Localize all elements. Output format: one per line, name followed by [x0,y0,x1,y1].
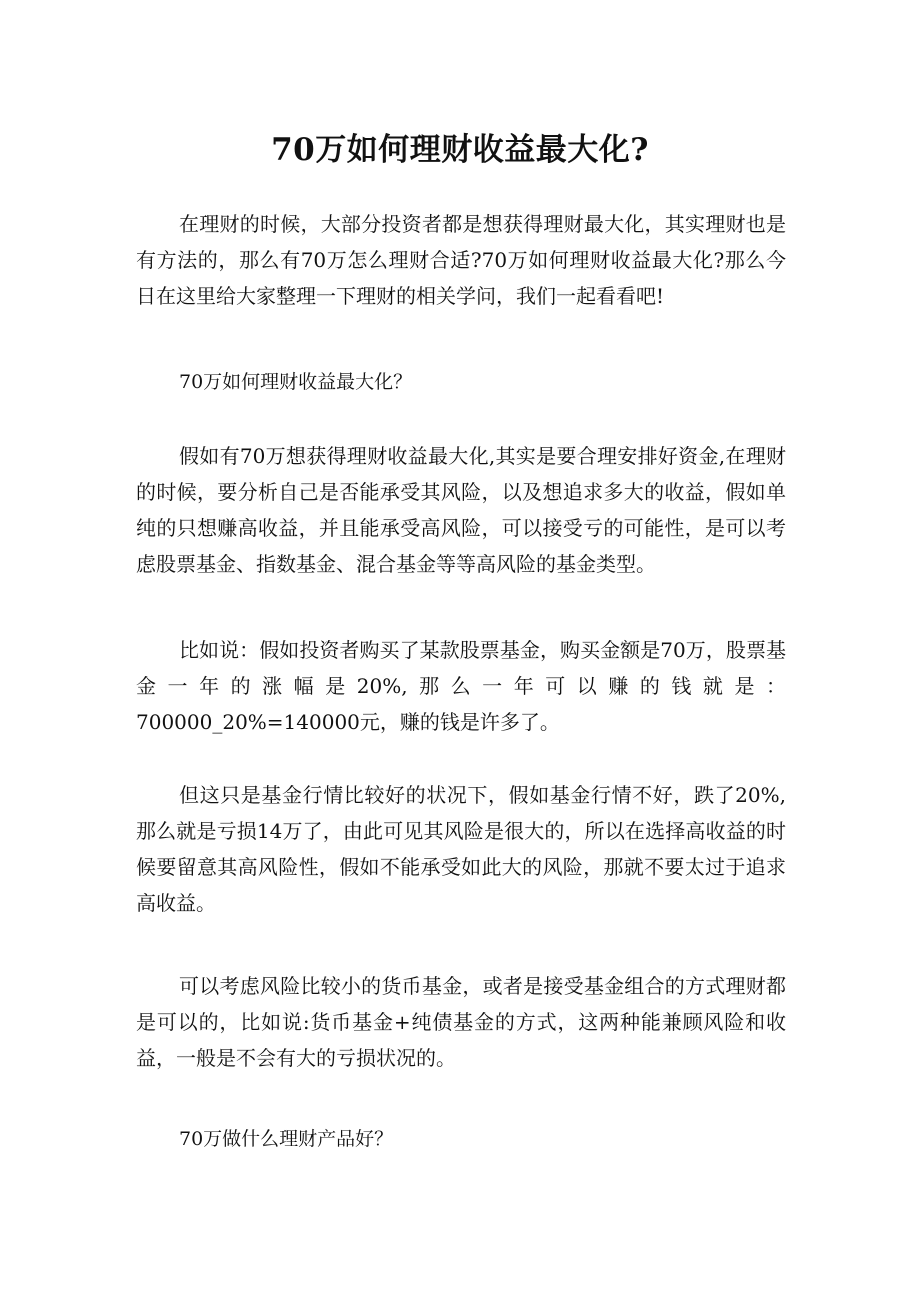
subheading-maximize-returns: 70万如何理财收益最大化？ [179,371,413,393]
document-title: 70万如何理财收益最大化? [271,132,649,168]
paragraph-risk-analysis: 假如有70万想获得理财收益最大化,其实是要合理安排好资金,在理财的时候，要分析自己是否能承受其风险，以及想追求多大的收益，假如单纯的只想赚高收益，并且能承受高风险，可以接受亏的可能性，是可以考虑股票基金、指数基金、混合基金等等高风险的基金类型。 [136,444,786,576]
paragraph-example: 比如说：假如投资者购买了某款股票基金，购买金额是70万，股票基金一年的涨幅是20%,那么一年可以赚的钱就是：700000_20%=140000元，赚的钱是许多了。 [136,638,786,734]
paragraph-intro: 在理财的时候，大部分投资者都是想获得理财最大化，其实理财也是有方法的，那么有70万怎么理财合适?70万如何理财收益最大化?那么今日在这里给大家整理一下理财的相关学问，我们一起看看吧! [136,212,786,308]
paragraph-low-risk-options: 可以考虑风险比较小的货币基金，或者是接受基金组合的方式理财都是可以的，比如说:货币基金+纯债基金的方式，这两种能兼顾风险和收益，一般是不会有大的亏损状况的。 [136,974,786,1070]
paragraph-downside: 但这只是基金行情比较好的状况下，假如基金行情不好，跌了20%,那么就是亏损14万了，由此可见其风险是很大的，所以在选择高收益的时候要留意其高风险性，假如不能承受如此大的风险，那就不要太过于追求高收益。 [136,783,786,915]
subheading-products: 70万做什么理财产品好？ [179,1128,394,1150]
